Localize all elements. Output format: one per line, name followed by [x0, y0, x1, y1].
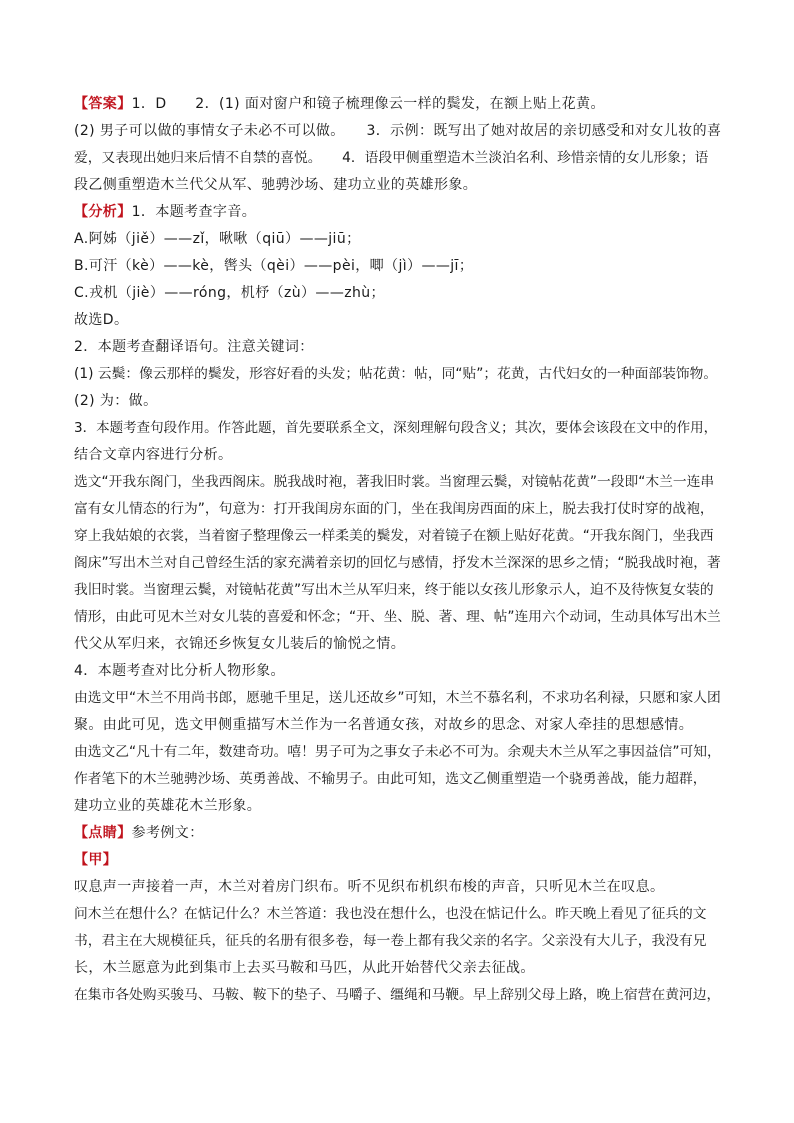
- q3-heading: 3．本题考查句段作用。作答此题，首先要联系全文，深刻理解句段含义；其次，要体会该段在文中的作用，: [74, 420, 718, 436]
- q3-para-4: 阁床”写出木兰对自己曾经生活的家充满着亲切的回忆与感情，抒发木兰深深的思乡之情；“脱我战时袍，著: [74, 555, 721, 571]
- answer-line-3: 爱，又表现出她归来后情不自禁的喜悦。 4．语段甲侧重塑造木兰淡泊名利、珍惜亲情的女儿形象；语: [74, 150, 709, 166]
- translation-line-4: 长，木兰愿意为此到集市上去买马鞍和马匹，从此开始替代父亲去征战。: [74, 960, 535, 976]
- dianjing-tag: 【点睛】: [74, 825, 132, 841]
- q4-heading: 4．本题考查对比分析人物形象。: [74, 663, 285, 679]
- q4-para-5: 建功立业的英雄花木兰形象。: [74, 798, 262, 814]
- q4-para-3: 由选文乙“凡十有二年，数建奇功。嘻！男子可为之事女子未必不可为。余观夫木兰从军之事因益信”可知，: [74, 744, 721, 760]
- analysis-tag: 【分析】: [74, 204, 132, 220]
- choice-d: 故选D。: [74, 312, 129, 328]
- q3-para-3: 穿上我姑娘的衣裳，当着窗子整理像云一样柔美的鬓发，对着镜子在额上贴好花黄。“开我东阁门，坐我西: [74, 528, 714, 544]
- answer-tag: 【答案】: [74, 96, 132, 112]
- q3-para-5: 我旧时裳。当窗理云鬓，对镜帖花黄”写出木兰从军归来，终于能以女孩儿形象示人，迫不及待恢复女装的: [74, 582, 714, 598]
- option-c: C.戎机（jiè）——róng，机杼（zù）——zhù；: [74, 285, 385, 301]
- translation-line-1: 叹息声一声接着一声，木兰对着房门织布。听不见织布机织布梭的声音，只听见木兰在叹息。: [74, 879, 665, 895]
- q3-para-7: 代父从军归来，衣锦还乡恢复女儿装后的愉悦之情。: [74, 636, 406, 652]
- jia-label: 【甲】: [74, 852, 118, 868]
- analysis-line-1: 【分析】1．本题考查字音。: [74, 204, 257, 220]
- translation-line-5: 在集市各处购买骏马、马鞍、鞍下的垫子、马嚼子、缰绳和马鞭。早上辞别父母上路，晚上宿营在黄河边，: [74, 987, 721, 1003]
- answer-line-2: (2) 男子可以做的事情女子未必不可以做。 3．示例：既写出了她对故居的亲切感受和对女儿妆的喜: [74, 123, 722, 139]
- translation-line-3: 书，君主在大规模征兵，征兵的名册有很多卷，每一卷上都有我父亲的名字。父亲没有大儿子，我没有兄: [74, 933, 707, 949]
- answer-line-1: 【答案】1．D 2．(1) 面对窗户和镜子梳理像云一样的鬓发，在额上贴上花黄。: [74, 96, 605, 112]
- q4-para-2: 聚。由此可见，选文甲侧重描写木兰作为一名普通女孩，对故乡的思念、对家人牵挂的思想感情。: [74, 717, 694, 733]
- q2-item-1: (1) 云鬓：像云那样的鬓发，形容好看的头发；帖花黄：帖，同“贴”；花黄，古代妇女的一种面部装饰物。: [74, 366, 718, 382]
- q3-heading-cont: 结合文章内容进行分析。: [74, 447, 233, 463]
- translation-line-2: 问木兰在想什么？在惦记什么？木兰答道：我也没在想什么，也没在惦记什么。昨天晚上看见了征兵的文: [74, 906, 707, 922]
- dianjing-line: 【点睛】参考例文：: [74, 825, 204, 841]
- option-b: B.可汗（kè）——kè，辔头（qèi）——pèi，唧（jì）——jī；: [74, 258, 474, 274]
- q2-heading: 2．本题考查翻译语句。注意关键词：: [74, 339, 314, 355]
- q4-para-1: 由选文甲“木兰不用尚书郎，愿驰千里足，送儿还故乡”可知，木兰不慕名利，不求功名利禄，只愿和家人团: [74, 690, 721, 706]
- option-a: A.阿姊（jiě）——zǐ，啾啾（qiū）——jiū；: [74, 231, 361, 247]
- q2-item-2: (2) 为：做。: [74, 393, 158, 409]
- answer-line-4: 段乙侧重塑造木兰代父从军、驰骋沙场、建功立业的英雄形象。: [74, 177, 478, 193]
- q3-para-1: 选文“开我东阁门，坐我西阁床。脱我战时袍，著我旧时裳。当窗理云鬓，对镜帖花黄”一段即“木兰一连串: [74, 474, 715, 490]
- q3-para-2: 富有女儿情态的行为”，句意为：打开我闺房东面的门，坐在我闺房西面的床上，脱去我打仗时穿的战袍，: [74, 501, 714, 517]
- q4-para-4: 作者笔下的木兰驰骋沙场、英勇善战、不输男子。由此可知，选文乙侧重塑造一个骁勇善战，能力超群，: [74, 771, 707, 787]
- q3-para-6: 情形，由此可见木兰对女儿装的喜爱和怀念；“开、坐、脱、著、理、帖”连用六个动词，生动具体写出木兰: [74, 609, 721, 625]
